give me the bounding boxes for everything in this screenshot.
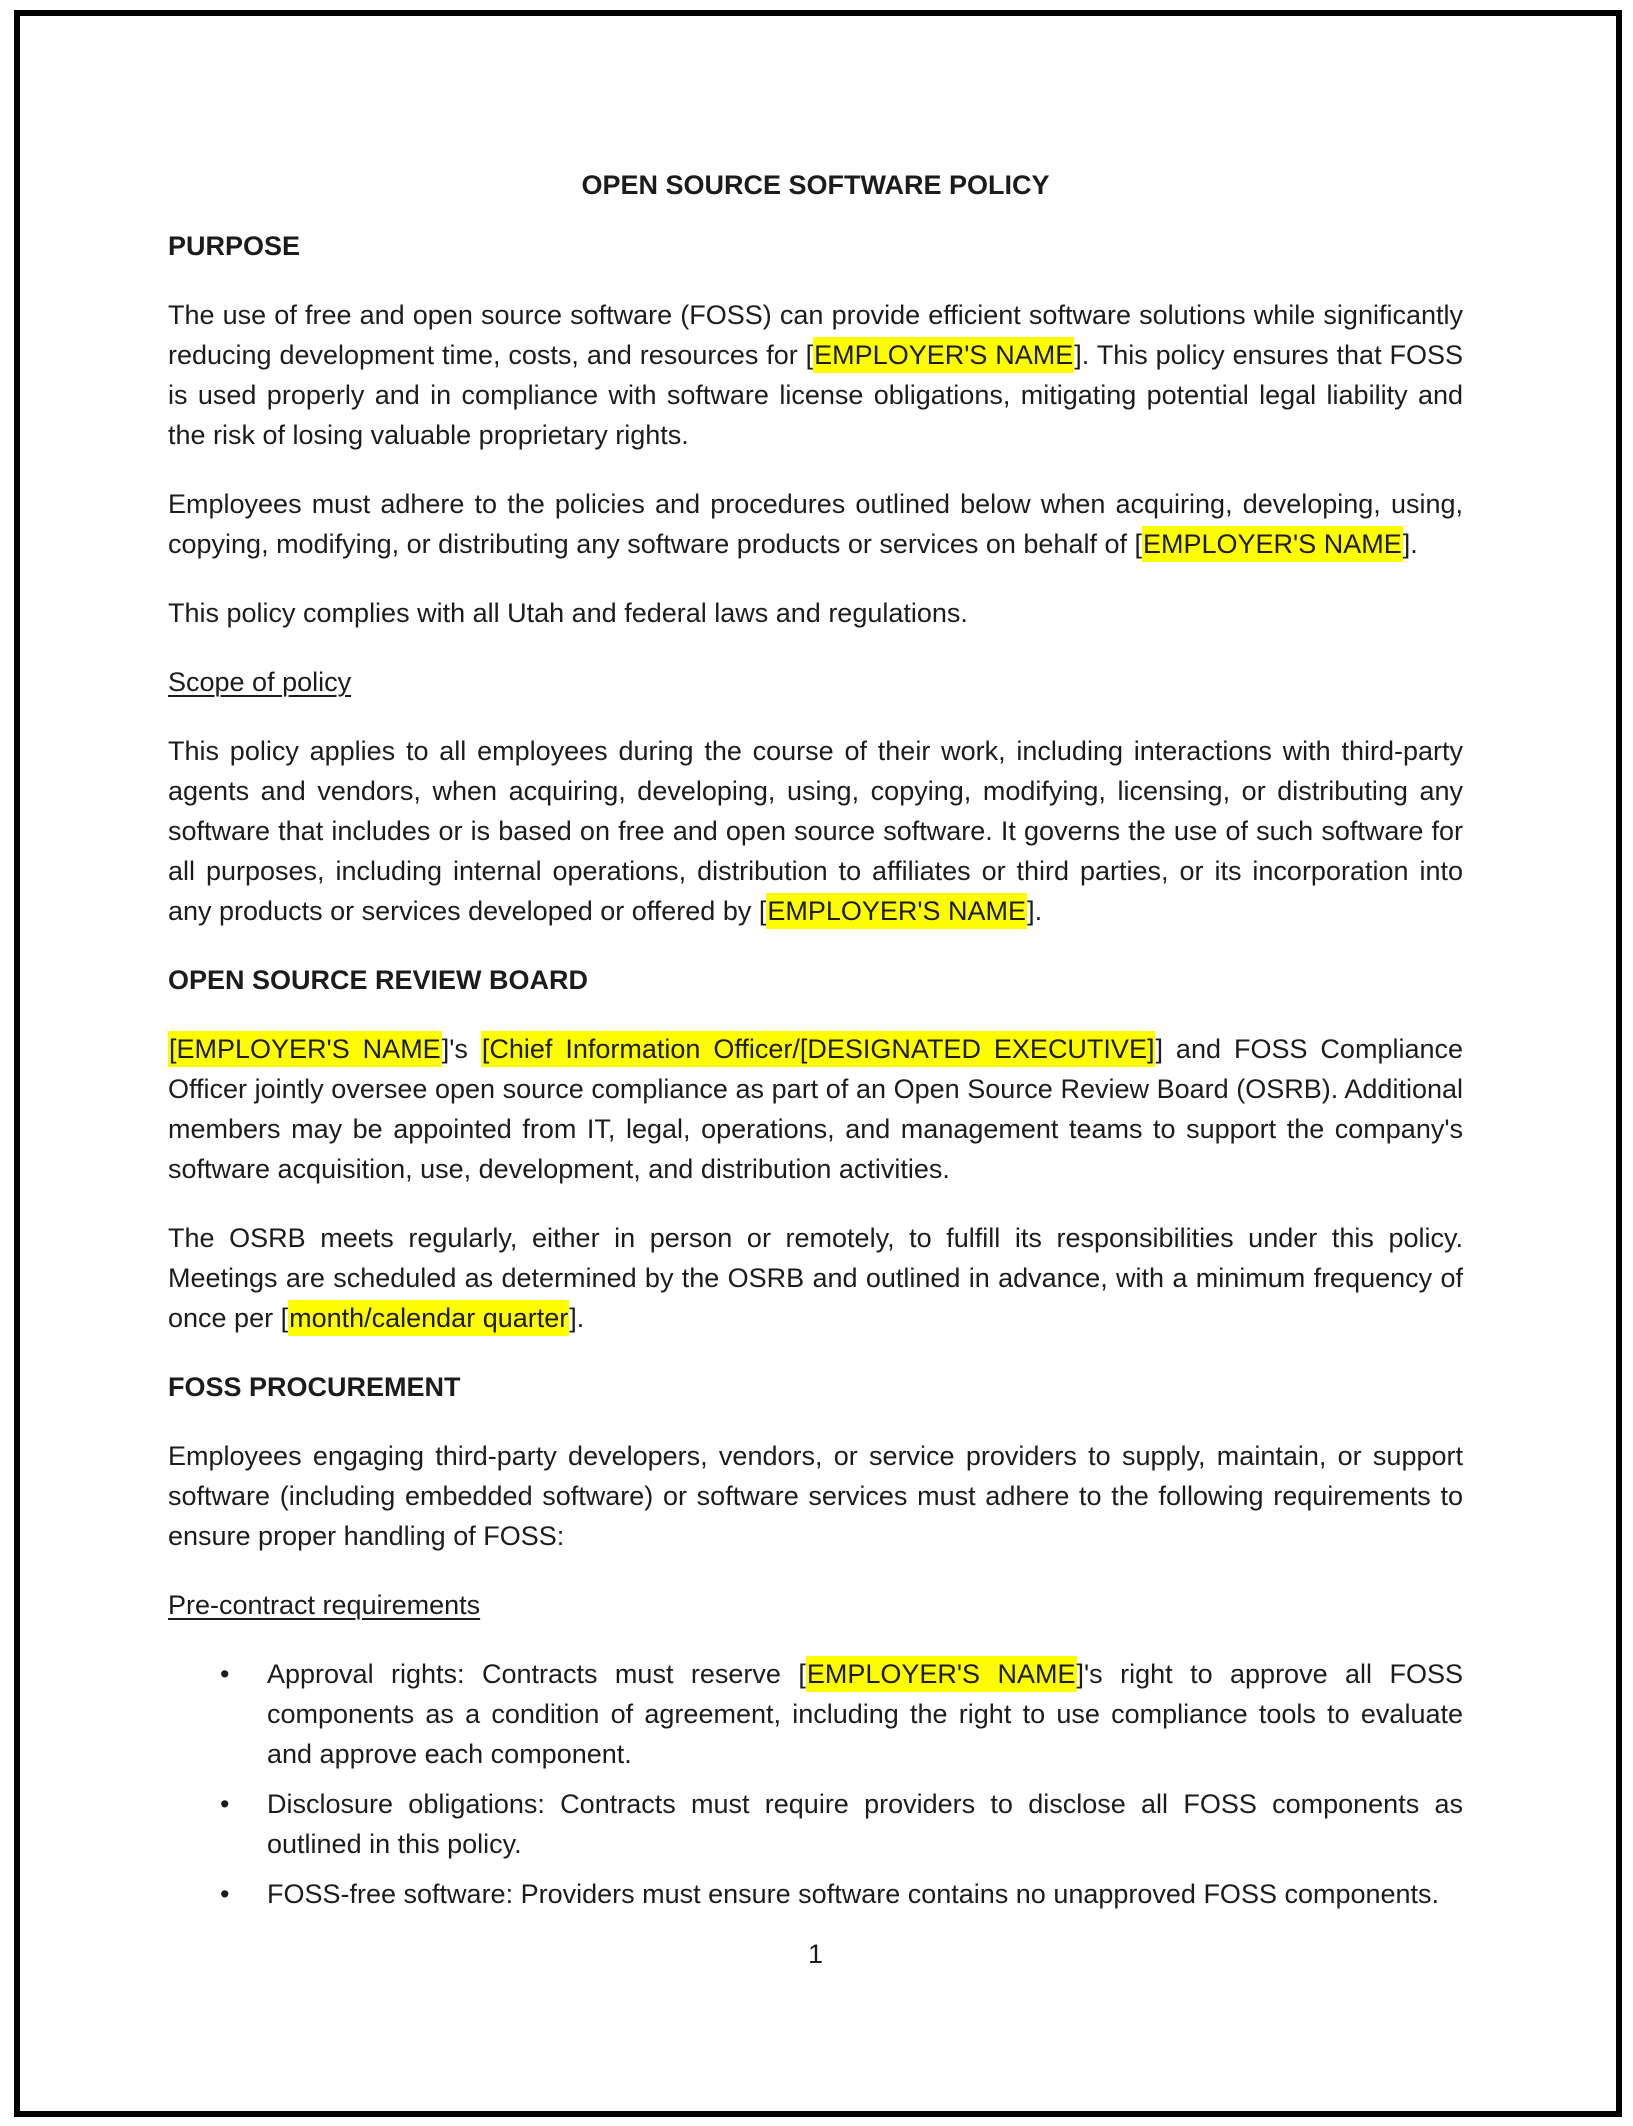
text-segment: This policy complies with all Utah and federal laws and regulations. xyxy=(168,598,968,628)
highlighted-placeholder: EMPLOYER'S NAME xyxy=(766,893,1027,929)
highlighted-placeholder: EMPLOYER'S NAME xyxy=(813,337,1074,373)
text-segment: Employees engaging third-party developers, vendors, or service providers to supply, maintain, or support software (including embedded software) or software services must adhere to the following requirements to ensure proper handling of FOSS: xyxy=(168,1441,1463,1551)
bullet-item-approval-rights xyxy=(220,1654,1463,1774)
text-segment: Approval rights: Contracts must reserve [ xyxy=(267,1659,806,1689)
pre-contract-bullet-list xyxy=(168,1654,1463,1914)
heading-open-source-review-board: OPEN SOURCE REVIEW BOARD xyxy=(168,965,589,995)
procurement-paragraph xyxy=(168,1436,1463,1556)
text-segment: ]. xyxy=(1027,896,1043,926)
highlighted-placeholder: [EMPLOYER'S NAME xyxy=(168,1031,442,1067)
page-number: 1 xyxy=(807,1939,824,1969)
purpose-paragraph-3 xyxy=(168,593,1463,633)
text-segment: ]. xyxy=(569,1303,585,1333)
bullet-item-disclosure-obligations xyxy=(220,1784,1463,1864)
text-segment: ]'s right to approve all FOSS components as a condition of agreement, including the right to use compliance tools to evaluate and approve each component. xyxy=(267,1659,1463,1769)
bullet-item-foss-free-software xyxy=(220,1874,1463,1914)
text-segment: ] and FOSS Compliance Officer jointly oversee open source compliance as part of an Open Source Review Board (OSRB). Additional members may be appointed from IT, legal, operations, and management teams to support the company's software acquisition, use, development, and distribution activities. xyxy=(168,1034,1464,1184)
bullet-icon: • xyxy=(220,1659,230,1689)
heading-purpose: PURPOSE xyxy=(168,231,301,261)
highlighted-placeholder: EMPLOYER'S NAME xyxy=(806,1656,1077,1692)
text-segment: FOSS-free software: Providers must ensure software contains no unapproved FOSS components. xyxy=(267,1879,1440,1909)
text-segment: Disclosure obligations: Contracts must require providers to disclose all FOSS components as outlined in this policy. xyxy=(267,1789,1463,1859)
highlighted-placeholder: EMPLOYER'S NAME xyxy=(1142,526,1403,562)
text-segment: Employees must adhere to the policies and procedures outlined below when acquiring, developing, using, copying, modifying, or distributing any software products or services on behalf of [ xyxy=(168,489,1463,559)
review-board-paragraph-2 xyxy=(168,1218,1463,1338)
review-board-paragraph-1 xyxy=(168,1029,1463,1189)
scope-paragraph xyxy=(168,731,1463,931)
bullet-text xyxy=(267,1879,1439,1909)
bullet-text xyxy=(267,1656,1463,1769)
bullet-text xyxy=(267,1789,1463,1859)
text-segment: The use of free and open source software (FOSS) can provide efficient software solutions while significantly reducing development time, costs, and resources for [ xyxy=(168,300,1463,370)
heading-pre-contract-requirements: Pre-contract requirements xyxy=(168,1590,481,1620)
document-content xyxy=(168,0,1463,1974)
highlighted-placeholder: month/calendar quarter xyxy=(288,1300,569,1336)
text-segment: ]. xyxy=(1402,529,1418,559)
purpose-paragraph-1 xyxy=(168,295,1463,455)
heading-foss-procurement: FOSS PROCUREMENT xyxy=(168,1372,461,1402)
bullet-icon: • xyxy=(220,1789,230,1819)
bullet-icon: • xyxy=(220,1879,230,1909)
text-segment: ]'s xyxy=(441,1034,481,1064)
text-segment: The OSRB meets regularly, either in person or remotely, to fulfill its responsibilities under this policy. Meetings are scheduled as determined by the OSRB and outlined in advance, with a minimum frequency of once per [ xyxy=(168,1223,1463,1333)
heading-scope-of-policy: Scope of policy xyxy=(168,667,352,697)
purpose-paragraph-2 xyxy=(168,484,1463,564)
text-segment: This policy applies to all employees during the course of their work, including interactions with third-party agents and vendors, when acquiring, developing, using, copying, modifying, licensing, or distributing any software that includes or is based on free and open source software. It governs the use of such software for all purposes, including internal operations, distribution to affiliates or third parties, or its incorporation into any products or services developed or offered by [ xyxy=(168,736,1463,926)
text-segment: ]. This policy ensures that FOSS is used properly and in compliance with software license obligations, mitigating potential legal liability and the risk of losing valuable proprietary rights. xyxy=(168,340,1463,450)
document-title: OPEN SOURCE SOFTWARE POLICY xyxy=(581,170,1050,200)
highlighted-placeholder: [Chief Information Officer/[DESIGNATED EXECUTIVE] xyxy=(481,1031,1156,1067)
